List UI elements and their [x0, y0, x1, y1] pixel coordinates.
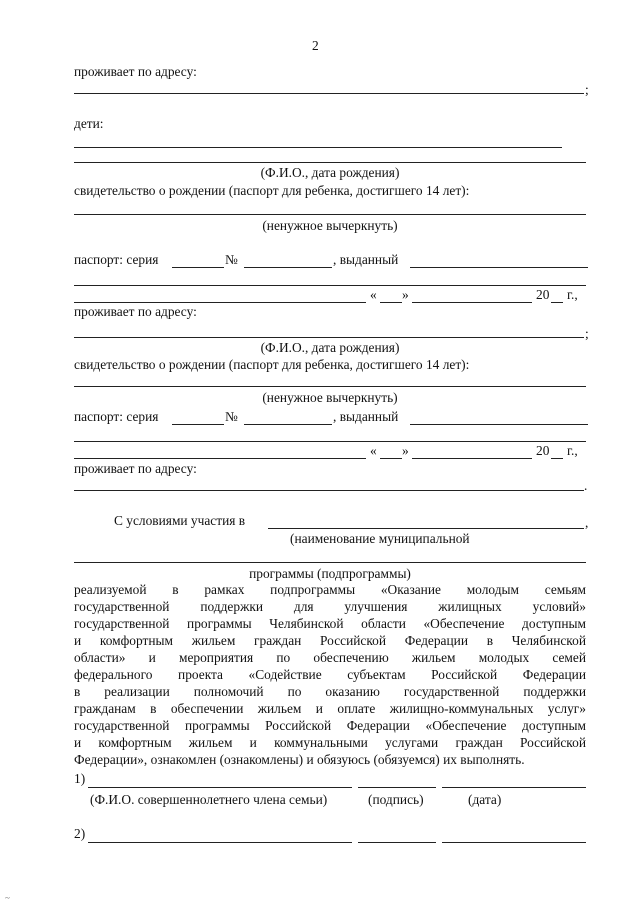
signer-2-signature-line [358, 842, 436, 843]
month-line [412, 302, 532, 303]
passport-series-label: паспорт: серия [74, 252, 159, 267]
paragraph-line-6: федерального проекта «Содействие субъектам Российской Федерации [74, 667, 586, 682]
issued-by-line-4 [410, 424, 588, 425]
program-caption: программы (подпрограммы) [249, 566, 411, 581]
year-suffix-2: г., [567, 443, 578, 458]
passport-number-line [244, 267, 332, 268]
lives-at-label-3: проживает по адресу: [74, 461, 197, 476]
date-quote-close: » [402, 287, 409, 302]
passport-series-line [172, 267, 224, 268]
signature-caption: (подпись) [368, 792, 424, 807]
children-label: дети: [74, 116, 104, 131]
semicolon-mark-2: ; [585, 326, 589, 341]
address-line-3 [74, 490, 584, 491]
conditions-line [268, 528, 584, 529]
birth-cert-line-2 [74, 386, 586, 387]
comma-mark: , [585, 515, 589, 530]
issued-by-line-2 [74, 285, 586, 286]
year-line-2 [551, 458, 563, 459]
number-label: № [225, 252, 238, 267]
issued-by-line-5 [74, 441, 586, 442]
birth-cert-label-2: свидетельство о рождении (паспорт для ребенка, достигшего 14 лет): [74, 357, 470, 372]
number-label-2: № [225, 409, 238, 424]
birth-cert-label: свидетельство о рождении (паспорт для ребенка, достигшего 14 лет): [74, 183, 470, 198]
passport-number-line-2 [244, 424, 332, 425]
signer-2-fio-line [88, 842, 352, 843]
page-number: 2 [312, 38, 319, 53]
fio-dob-caption: (Ф.И.О., дата рождения) [260, 165, 400, 180]
date-quote-close-2: » [402, 443, 409, 458]
paragraph-line-7: в реализации полномочий по оказанию государственной поддержки [74, 684, 586, 699]
date-quote-open-2: « [370, 443, 377, 458]
signer-fio-caption: (Ф.И.О. совершеннолетнего члена семьи) [90, 792, 328, 807]
children-line-2 [74, 162, 586, 163]
paragraph-line-2: государственной поддержки для улучшения жилищных условий» [74, 599, 586, 614]
conditions-label: С условиями участия в [114, 513, 246, 528]
issued-label: , выданный [333, 252, 399, 267]
paragraph-line-9: государственной программы Российской Федерации «Обеспечение доступным [74, 718, 586, 733]
signer-1-number: 1) [74, 771, 86, 786]
signer-1-fio-line [88, 787, 352, 788]
fio-dob-caption-2: (Ф.И.О., дата рождения) [260, 340, 400, 355]
signer-1-signature-line [358, 787, 436, 788]
period-mark: . [584, 478, 588, 493]
signer-2-number: 2) [74, 826, 86, 841]
address-line-2 [74, 337, 584, 338]
year-line [551, 302, 563, 303]
passport-series-line-2 [172, 424, 224, 425]
paragraph-line-4: и комфортным жильем граждан Российской Федерации в Челябинской [74, 633, 586, 648]
paragraph-line-5: области» и мероприятия по обеспечению жильем молодых семей [74, 650, 586, 665]
day-line [380, 302, 402, 303]
address-line [74, 93, 584, 94]
paragraph-line-3: государственной программы Челябинской области «Обеспечение доступным [74, 616, 586, 631]
signer-2-date-line [442, 842, 586, 843]
lives-at-label: проживает по адресу: [74, 64, 197, 79]
municipal-caption: (наименование муниципальной [290, 531, 470, 546]
signer-1-date-line [442, 787, 586, 788]
date-caption: (дата) [468, 792, 502, 807]
strike-unneeded-caption: (ненужное вычеркнуть) [262, 218, 398, 233]
paragraph-line-8: гражданам в обеспечении жильем и оплате жилищно-коммунальных услуг» [74, 701, 586, 716]
semicolon-mark: ; [585, 82, 589, 97]
year-prefix-2: 20 [536, 443, 550, 458]
issued-by-line-3 [74, 302, 366, 303]
date-quote-open: « [370, 287, 377, 302]
issued-label-2: , выданный [333, 409, 399, 424]
issued-by-line [410, 267, 588, 268]
passport-series-label-2: паспорт: серия [74, 409, 159, 424]
issued-by-line-6 [74, 458, 366, 459]
margin-mark: ~ [5, 893, 10, 903]
paragraph-last-line: Федерации», ознакомлен (ознакомлены) и обязуюсь (обязуемся) их выполнять. [74, 752, 525, 767]
year-prefix: 20 [536, 287, 550, 302]
lives-at-label-2: проживает по адресу: [74, 304, 197, 319]
day-line-2 [380, 458, 402, 459]
birth-cert-line [74, 214, 586, 215]
strike-unneeded-caption-2: (ненужное вычеркнуть) [262, 390, 398, 405]
paragraph-line-10: и комфортным жильем и коммунальными услугами граждан Российской [74, 735, 586, 750]
children-line-1 [74, 147, 562, 148]
paragraph-line-1: реализуемой в рамках подпрограммы «Оказание молодым семьям [74, 582, 586, 597]
year-suffix: г., [567, 287, 578, 302]
program-name-line [74, 562, 586, 563]
month-line-2 [412, 458, 532, 459]
